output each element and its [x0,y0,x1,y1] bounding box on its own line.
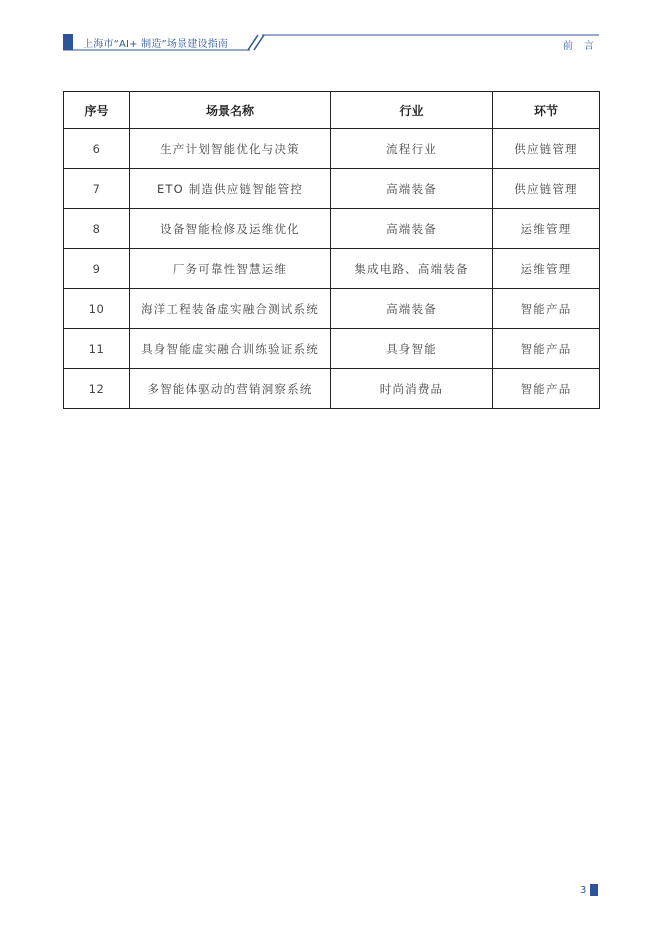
cell-industry: 高端装备 [331,169,493,209]
cell-scenario-name: 生产计划智能优化与决策 [130,129,331,169]
cell-stage: 运维管理 [493,209,600,249]
page-header [0,0,662,60]
cell-industry: 时尚消费品 [331,369,493,409]
table-row [64,209,600,249]
cell-stage: 智能产品 [493,289,600,329]
cell-scenario-name: 设备智能检修及运维优化 [130,209,331,249]
cell-number: 9 [64,249,130,289]
scenario-table [63,91,600,409]
page-number-marker [590,884,598,896]
cell-number: 10 [64,289,130,329]
table-row [64,329,600,369]
column-header-scenario-name: 场景名称 [130,92,331,129]
cell-stage: 供应链管理 [493,129,600,169]
table-row [64,369,600,409]
table-row [64,169,600,209]
cell-number: 7 [64,169,130,209]
section-label: 前 言 [562,41,598,52]
cell-industry: 流程行业 [331,129,493,169]
cell-stage: 运维管理 [493,249,600,289]
table-row [64,249,600,289]
cell-stage: 智能产品 [493,369,600,409]
cell-scenario-name: 厂务可靠性智慧运维 [130,249,331,289]
table-row [64,129,600,169]
column-header-industry: 行业 [331,92,493,129]
cell-scenario-name: 具身智能虚实融合训练验证系统 [130,329,331,369]
cell-number: 12 [64,369,130,409]
cell-number: 8 [64,209,130,249]
page-number: 3 [580,885,587,896]
cell-scenario-name: 多智能体驱动的营销洞察系统 [130,369,331,409]
column-header-stage: 环节 [493,92,600,129]
cell-scenario-name: ETO 制造供应链智能管控 [130,169,331,209]
table-header-row [64,92,600,129]
cell-industry: 高端装备 [331,209,493,249]
table-row [64,289,600,329]
cell-industry: 高端装备 [331,289,493,329]
cell-number: 6 [64,129,130,169]
cell-industry: 集成电路、高端装备 [331,249,493,289]
cell-scenario-name: 海洋工程装备虚实融合测试系统 [130,289,331,329]
cell-number: 11 [64,329,130,369]
document-title: 上海市“AI+ 制造”场景建设指南 [83,39,229,50]
cell-stage: 智能产品 [493,329,600,369]
column-header-number: 序号 [64,92,130,129]
cell-industry: 具身智能 [331,329,493,369]
cell-stage: 供应链管理 [493,169,600,209]
